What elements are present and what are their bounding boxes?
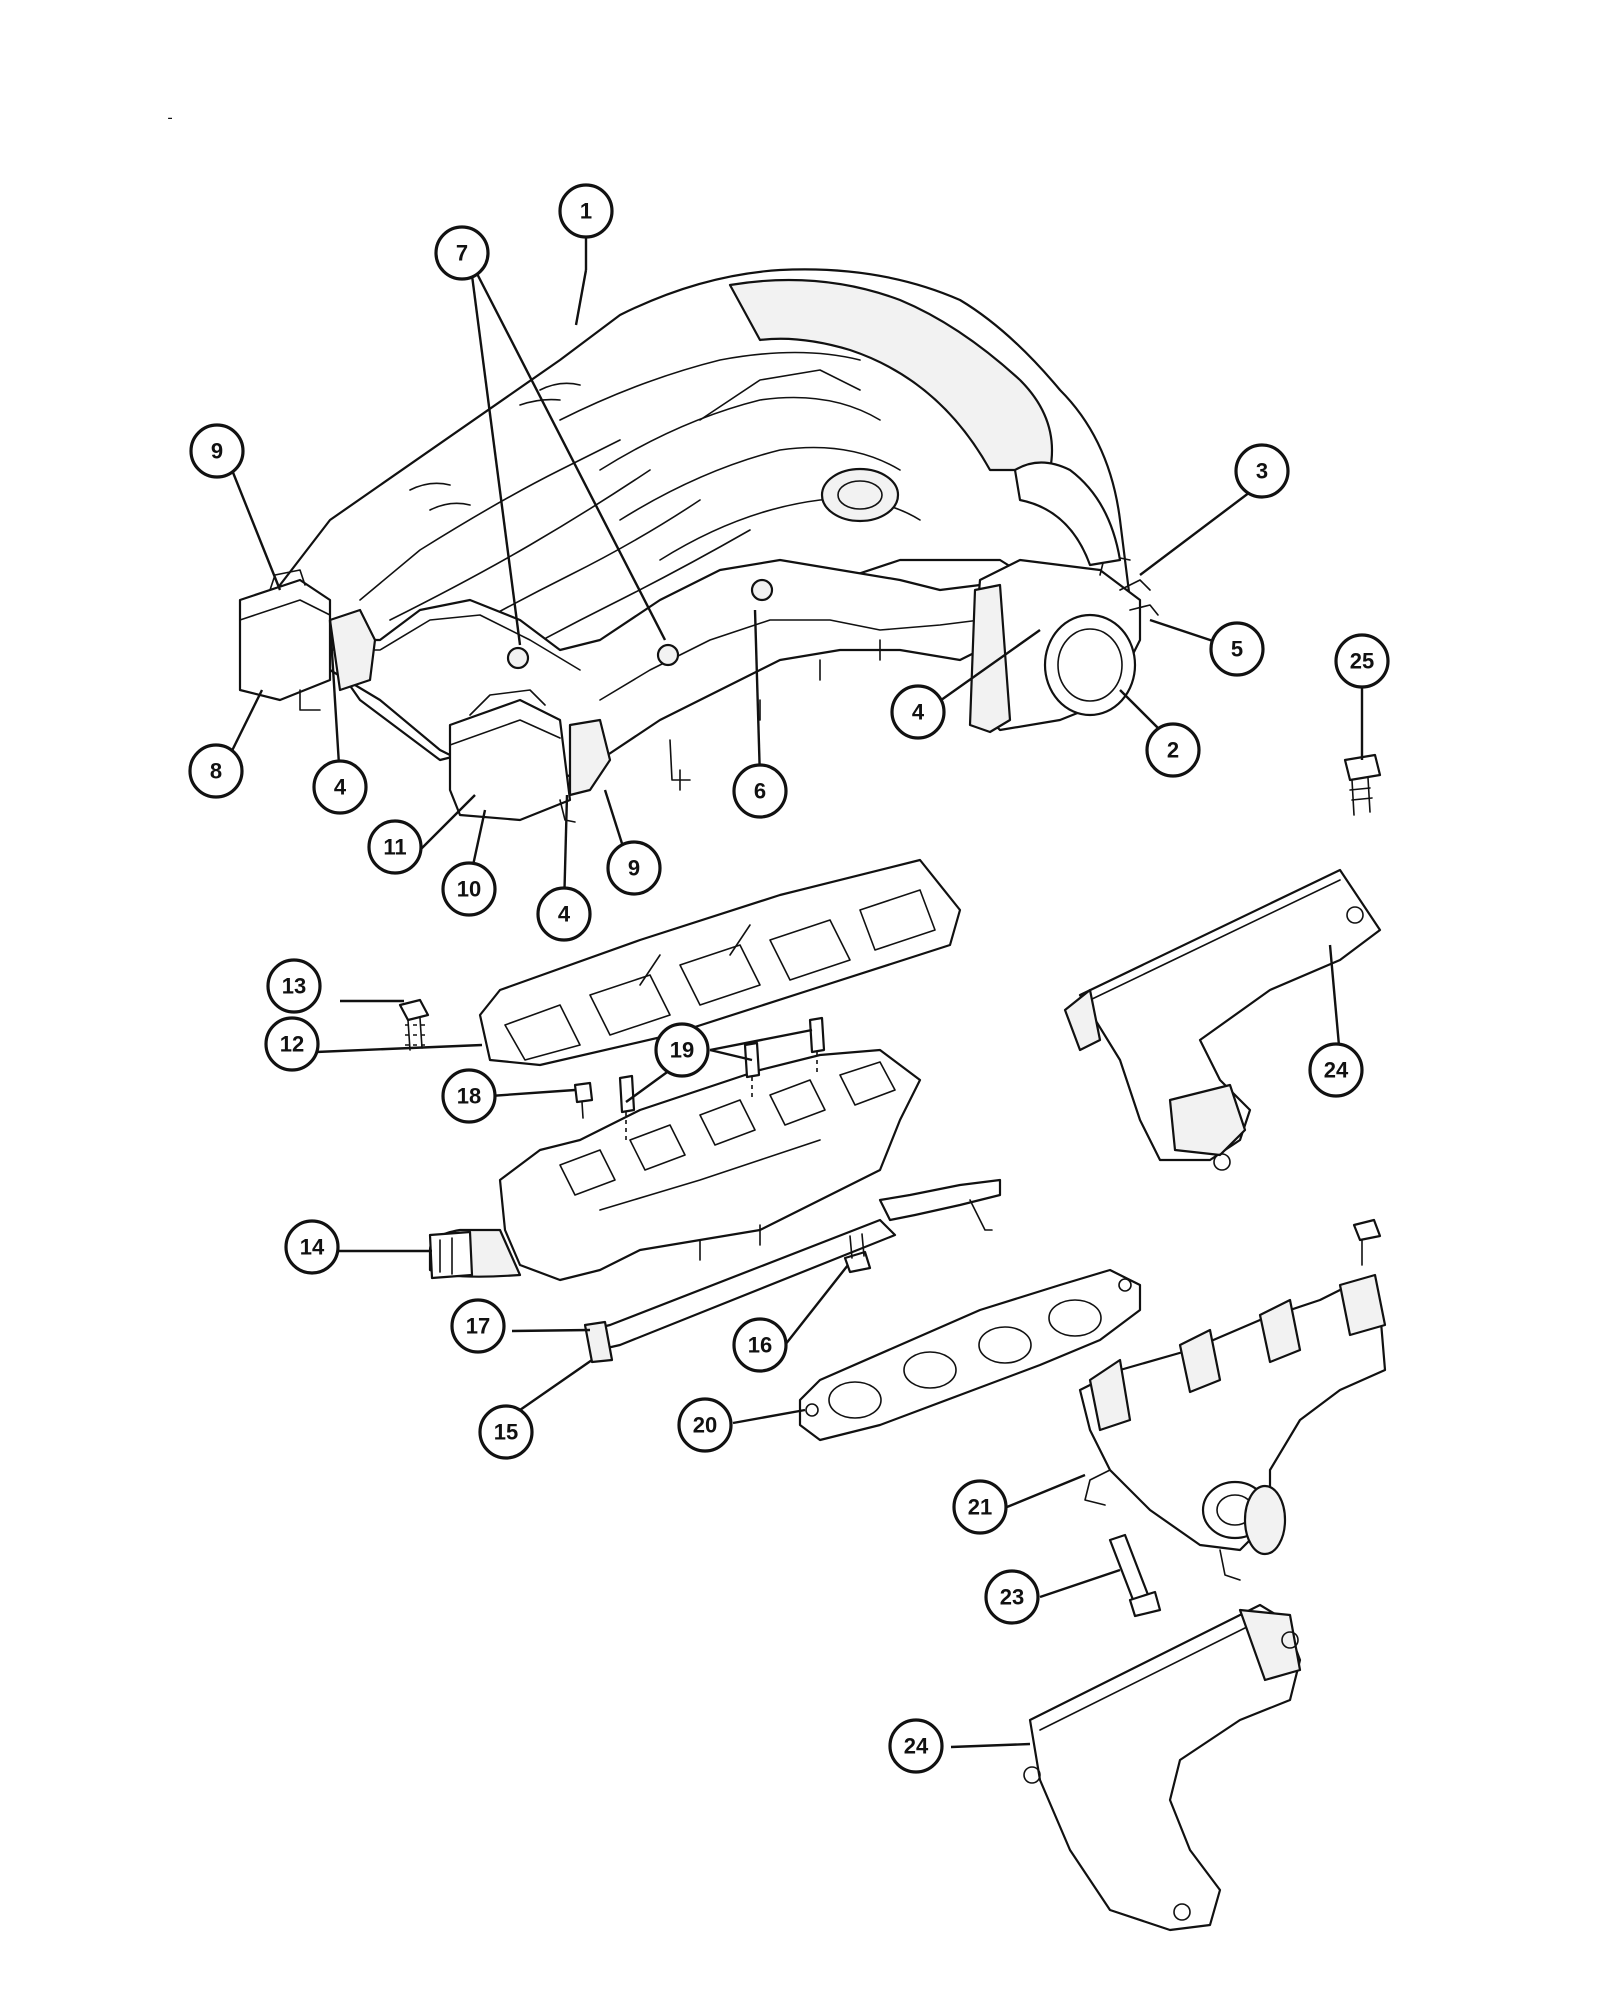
svg-text:7: 7 [455,240,469,266]
callout-7 [436,227,488,279]
svg-text:24: 24 [1323,1057,1349,1083]
svg-text:25: 25 [1349,648,1375,674]
lower-heat-shield [1024,1605,1300,1930]
callout-6 [734,765,786,817]
svg-text:4: 4 [557,901,571,927]
callout-2 [1147,724,1199,776]
svg-text:14: 14 [299,1234,325,1260]
callout-9-top [191,425,243,477]
svg-text:24: 24 [903,1733,929,1759]
svg-text:5: 5 [1230,636,1244,662]
callout-16 [734,1319,786,1371]
callout-4-left [314,761,366,813]
upper-heat-shield [1065,870,1380,1170]
callout-13 [268,960,320,1012]
callout-17 [452,1300,504,1352]
svg-text:3: 3 [1255,458,1269,484]
svg-text:20: 20 [692,1412,718,1438]
callout-18 [443,1070,495,1122]
callout-21 [954,1481,1006,1533]
svg-text:4: 4 [333,774,347,800]
svg-text:23: 23 [999,1584,1025,1610]
corner-mark: - [167,109,173,127]
callout-11 [369,821,421,873]
callout-25 [1336,635,1388,687]
svg-text:4: 4 [911,699,925,725]
exhaust-manifold [1080,1275,1385,1616]
svg-text:16: 16 [747,1332,773,1358]
callout-23 [986,1571,1038,1623]
svg-text:9: 9 [210,438,224,464]
svg-text:11: 11 [383,834,407,860]
svg-text:2: 2 [1166,737,1180,763]
svg-text:1: 1 [579,198,593,224]
callout-19 [656,1024,708,1076]
callout-15 [480,1406,532,1458]
callout-24-bottom [890,1720,942,1772]
svg-text:15: 15 [493,1419,519,1445]
svg-text:9: 9 [627,855,641,881]
callout-24-top [1310,1044,1362,1096]
callout-14 [286,1221,338,1273]
svg-text:6: 6 [753,778,767,804]
callout-4-bottom [538,888,590,940]
callout-8 [190,745,242,797]
callout-12 [266,1018,318,1070]
svg-text:21: 21 [967,1494,993,1520]
svg-text:18: 18 [456,1083,482,1109]
svg-text:8: 8 [209,758,223,784]
callout-4-throttle [892,686,944,738]
callout-20 [679,1399,731,1451]
callout-5 [1211,623,1263,675]
svg-text:13: 13 [281,973,307,999]
callout-3 [1236,445,1288,497]
svg-text:17: 17 [465,1313,491,1339]
callout-1 [560,185,612,237]
svg-text:12: 12 [279,1031,305,1057]
svg-text:19: 19 [669,1037,695,1063]
callout-10 [443,863,495,915]
svg-text:10: 10 [456,876,482,902]
callout-9-bottom [608,842,660,894]
